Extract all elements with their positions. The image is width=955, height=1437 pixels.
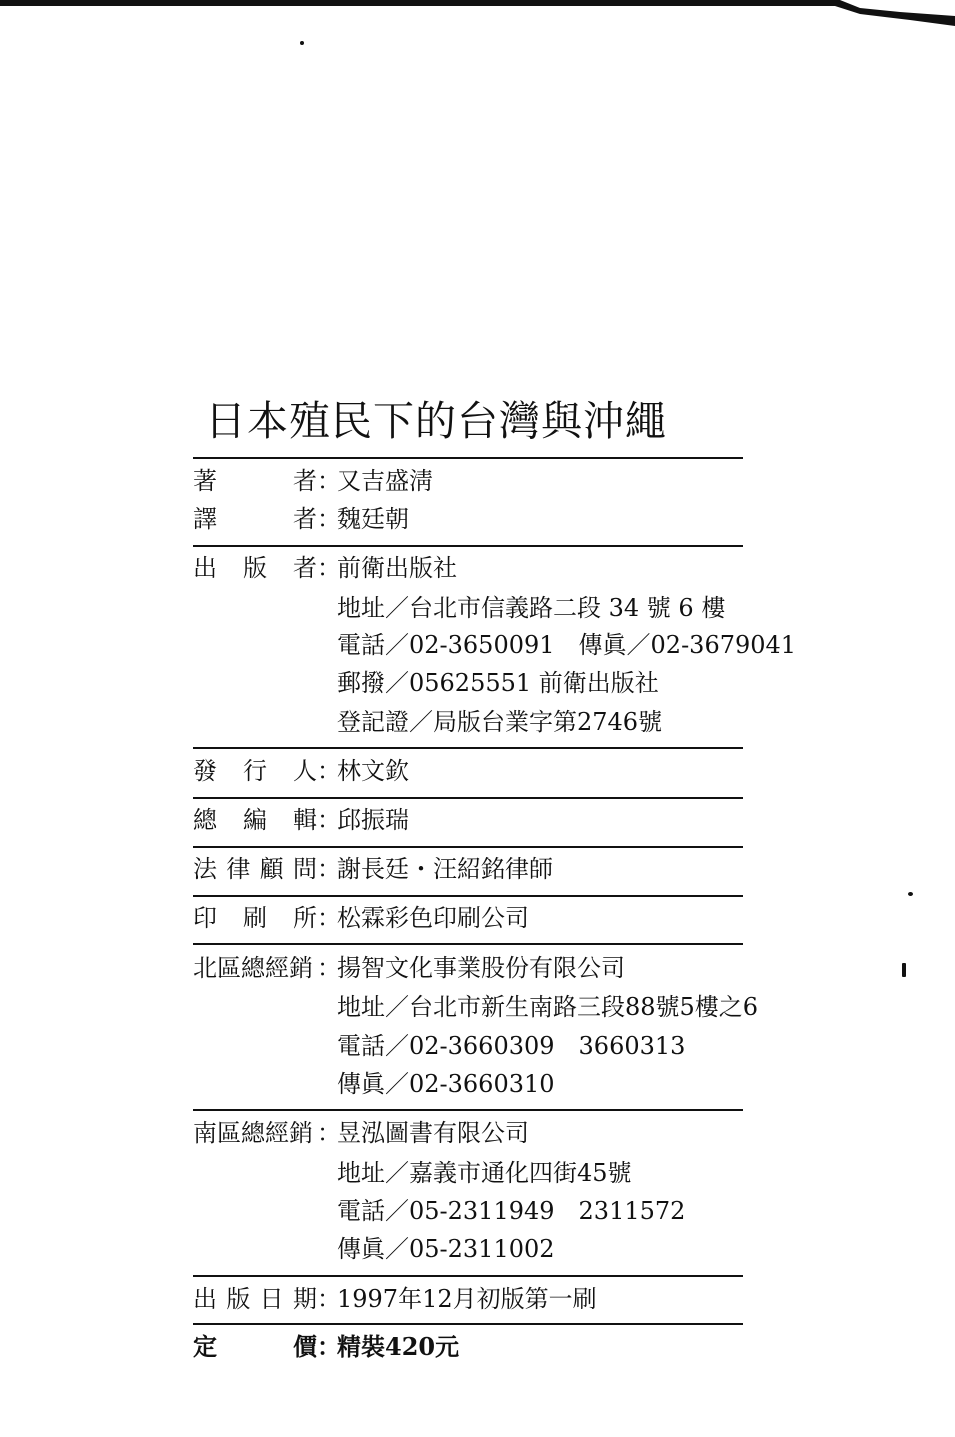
divider bbox=[193, 846, 743, 848]
printer-name: 松霖彩色印刷公司 bbox=[337, 904, 529, 932]
divider bbox=[193, 797, 743, 799]
row-label: 譯 者 bbox=[193, 505, 317, 533]
row-label: 總 編 輯 bbox=[193, 806, 317, 834]
divider bbox=[193, 1109, 743, 1111]
divider bbox=[193, 895, 743, 897]
divider bbox=[193, 1275, 743, 1277]
pub-date-value: 1997年12月初版第一刷 bbox=[337, 1285, 597, 1313]
row-label: 發 行 人 bbox=[193, 757, 317, 785]
credit-row-south-distributor: 南區總經銷 ： 昱泓圖書有限公司 bbox=[193, 1115, 753, 1151]
north-distributor-address: 地址／台北市新生南路三段88號5樓之6 bbox=[337, 993, 759, 1021]
row-label: 著 者 bbox=[193, 467, 317, 495]
legal-counsel: 謝長廷・汪紹銘律師 bbox=[337, 855, 553, 883]
row-label: 定 價 bbox=[193, 1332, 317, 1361]
publisher-phone: 電話／02-3650091 傳眞／02-3679041 bbox=[337, 631, 797, 659]
south-distributor-name: 昱泓圖書有限公司 bbox=[337, 1119, 529, 1147]
credit-row-price: 定 價 ： 精裝420元 bbox=[193, 1329, 753, 1365]
speck-mark bbox=[908, 892, 913, 896]
north-distributor-name: 揚智文化事業股份有限公司 bbox=[337, 954, 625, 982]
row-label: 南區總經銷 bbox=[193, 1119, 313, 1147]
credit-row-chief-editor: 總 編 輯 ： 邱振瑞 bbox=[193, 802, 753, 838]
row-label: 法 律 顧 問 bbox=[193, 855, 317, 883]
chief-editor-name: 邱振瑞 bbox=[337, 806, 409, 834]
publisher-name: 前衛出版社 bbox=[337, 554, 457, 582]
row-label: 北區總經銷 bbox=[193, 954, 313, 982]
issuer-name: 林文欽 bbox=[337, 757, 409, 785]
row-label: 印 刷 所 bbox=[193, 904, 317, 932]
divider bbox=[193, 457, 743, 459]
credit-row-legal: 法 律 顧 問 ： 謝長廷・汪紹銘律師 bbox=[193, 851, 753, 887]
credit-row-pub-date: 出 版 日 期 ： 1997年12月初版第一刷 bbox=[193, 1281, 753, 1317]
divider bbox=[193, 943, 743, 945]
row-label: 出 版 者 bbox=[193, 554, 317, 582]
credit-row-printer: 印 刷 所 ： 松霖彩色印刷公司 bbox=[193, 900, 753, 936]
publisher-address: 地址／台北市信義路二段 34 號 6 樓 bbox=[337, 594, 726, 622]
credit-row-publisher: 出 版 者 ： 前衛出版社 bbox=[193, 550, 753, 586]
scan-edge-stroke bbox=[0, 0, 955, 30]
credit-row-author: 著 者 ： 又吉盛淸 bbox=[193, 463, 753, 499]
divider bbox=[193, 545, 743, 547]
south-distributor-phone: 電話／05-2311949 2311572 bbox=[337, 1197, 686, 1225]
credit-row-translator: 譯 者 ： 魏廷朝 bbox=[193, 501, 753, 537]
north-distributor-fax: 傳眞／02-3660310 bbox=[337, 1070, 555, 1098]
speck-mark bbox=[300, 41, 304, 45]
book-title: 日本殖民下的台灣與沖繩 bbox=[205, 397, 667, 445]
publisher-registration: 登記證／局版台業字第2746號 bbox=[337, 708, 663, 736]
translator-name: 魏廷朝 bbox=[337, 505, 409, 533]
divider bbox=[193, 1323, 743, 1325]
credit-row-issuer: 發 行 人 ： 林文欽 bbox=[193, 753, 753, 789]
publisher-postal: 郵撥／05625551 前衛出版社 bbox=[337, 669, 659, 697]
north-distributor-phone: 電話／02-3660309 3660313 bbox=[337, 1032, 686, 1060]
south-distributor-fax: 傳眞／05-2311002 bbox=[337, 1235, 555, 1263]
divider bbox=[193, 747, 743, 749]
row-label: 出 版 日 期 bbox=[193, 1285, 317, 1313]
south-distributor-address: 地址／嘉義市通化四街45號 bbox=[337, 1159, 632, 1187]
speck-mark bbox=[902, 963, 906, 977]
credit-row-north-distributor: 北區總經銷 ： 揚智文化事業股份有限公司 bbox=[193, 950, 753, 986]
price-value: 精裝420元 bbox=[337, 1332, 460, 1361]
author-name: 又吉盛淸 bbox=[337, 467, 433, 495]
